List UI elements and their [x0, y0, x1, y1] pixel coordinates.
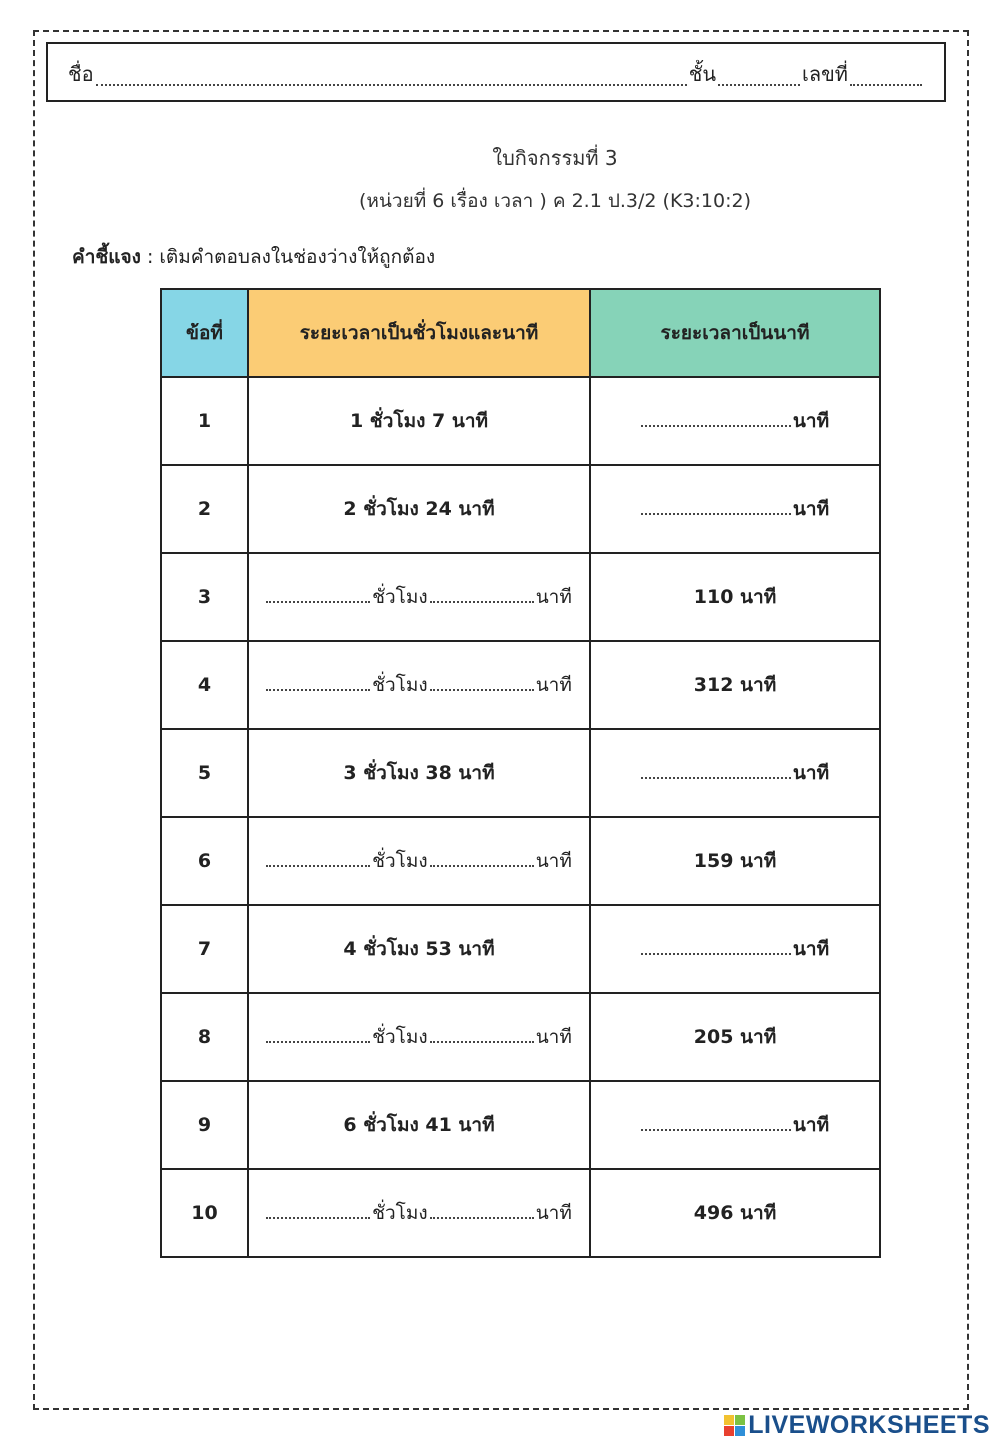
- table-row: [161, 1081, 880, 1169]
- row-number: 8: [161, 993, 248, 1081]
- minutes-blank[interactable]: [430, 583, 534, 603]
- table-row: [161, 377, 880, 465]
- minute-unit-label: นาที: [792, 938, 830, 960]
- table-row: [161, 1169, 880, 1257]
- hours-blank[interactable]: [266, 583, 370, 603]
- instruction: [72, 242, 435, 272]
- liveworksheets-logo-icon: [724, 1415, 745, 1436]
- row-number: 4: [161, 641, 248, 729]
- header-minutes: ระยะเวลาเป็นนาที: [590, 289, 880, 377]
- student-info-box: [46, 42, 946, 102]
- hour-unit-label: ชั่วโมง: [372, 674, 428, 696]
- minutes-blank[interactable]: [430, 1023, 534, 1043]
- hours-minutes-answer-cell: [248, 993, 590, 1081]
- total-minutes-blank[interactable]: [641, 407, 791, 427]
- minutes-blank[interactable]: [430, 1199, 534, 1219]
- number-label: เลขที่: [802, 62, 848, 86]
- minutes-answer-cell: [590, 905, 880, 993]
- minute-unit-label: นาที: [535, 1026, 572, 1048]
- minute-unit-label: นาที: [792, 1114, 830, 1136]
- hours-minutes-value: 1 ชั่วโมง 7 นาที: [248, 377, 590, 465]
- number-blank[interactable]: [850, 66, 922, 86]
- header-hours-minutes: ระยะเวลาเป็นชั่วโมงและนาที: [248, 289, 590, 377]
- minute-unit-label: นาที: [535, 1202, 572, 1224]
- minutes-value: 312 นาที: [590, 641, 880, 729]
- table-row: [161, 729, 880, 817]
- table-row: [161, 465, 880, 553]
- row-number: 7: [161, 905, 248, 993]
- total-minutes-blank[interactable]: [641, 1111, 791, 1131]
- minutes-value: 205 นาที: [590, 993, 880, 1081]
- table-row: [161, 817, 880, 905]
- minutes-blank[interactable]: [430, 671, 534, 691]
- table-row: [161, 641, 880, 729]
- worksheet-subtitle: (หน่วยที่ 6 เรื่อง เวลา ) ค 2.1 ป.3/2 (K3:10:2): [359, 190, 751, 212]
- watermark-text: LIVEWORKSHEETS: [748, 1411, 990, 1439]
- minutes-value: 159 นาที: [590, 817, 880, 905]
- row-number: 2: [161, 465, 248, 553]
- hour-unit-label: ชั่วโมง: [372, 1026, 428, 1048]
- minutes-answer-cell: [590, 377, 880, 465]
- minutes-value: 110 นาที: [590, 553, 880, 641]
- worksheet-title: ใบกิจกรรมที่ 3: [492, 146, 618, 170]
- hour-unit-label: ชั่วโมง: [372, 1202, 428, 1224]
- minutes-answer-cell: [590, 729, 880, 817]
- hours-minutes-value: 6 ชั่วโมง 41 นาที: [248, 1081, 590, 1169]
- answer-table: [160, 288, 881, 1258]
- minutes-value: 496 นาที: [590, 1169, 880, 1257]
- class-label: ชั้น: [688, 62, 717, 86]
- row-number: 10: [161, 1169, 248, 1257]
- minute-unit-label: นาที: [535, 850, 572, 872]
- header-item-number: ข้อที่: [161, 289, 248, 377]
- class-blank[interactable]: [718, 66, 800, 86]
- table-header-row: [161, 289, 880, 377]
- minute-unit-label: นาที: [792, 498, 830, 520]
- minute-unit-label: นาที: [535, 586, 572, 608]
- table-row: [161, 993, 880, 1081]
- hours-minutes-answer-cell: [248, 641, 590, 729]
- minutes-answer-cell: [590, 1081, 880, 1169]
- row-number: 5: [161, 729, 248, 817]
- hours-blank[interactable]: [266, 1023, 370, 1043]
- minute-unit-label: นาที: [792, 762, 830, 784]
- total-minutes-blank[interactable]: [641, 495, 791, 515]
- hours-minutes-answer-cell: [248, 817, 590, 905]
- total-minutes-blank[interactable]: [641, 759, 791, 779]
- hours-minutes-value: 3 ชั่วโมง 38 นาที: [248, 729, 590, 817]
- liveworksheets-watermark: [724, 1411, 990, 1440]
- minute-unit-label: นาที: [792, 410, 830, 432]
- row-number: 9: [161, 1081, 248, 1169]
- row-number: 6: [161, 817, 248, 905]
- row-number: 1: [161, 377, 248, 465]
- minutes-answer-cell: [590, 465, 880, 553]
- instruction-label: คำชี้แจง: [72, 246, 141, 268]
- hours-minutes-value: 2 ชั่วโมง 24 นาที: [248, 465, 590, 553]
- table-row: [161, 905, 880, 993]
- table-body: [161, 377, 880, 1257]
- hours-blank[interactable]: [266, 1199, 370, 1219]
- hours-minutes-answer-cell: [248, 553, 590, 641]
- total-minutes-blank[interactable]: [641, 935, 791, 955]
- table-row: [161, 553, 880, 641]
- hours-blank[interactable]: [266, 671, 370, 691]
- instruction-text: : เติมคำตอบลงในช่องว่างให้ถูกต้อง: [140, 246, 436, 268]
- name-blank[interactable]: [96, 66, 687, 86]
- name-label: ชื่อ: [68, 62, 94, 86]
- hours-minutes-answer-cell: [248, 1169, 590, 1257]
- hour-unit-label: ชั่วโมง: [372, 850, 428, 872]
- row-number: 3: [161, 553, 248, 641]
- hours-minutes-value: 4 ชั่วโมง 53 นาที: [248, 905, 590, 993]
- hours-blank[interactable]: [266, 847, 370, 867]
- hour-unit-label: ชั่วโมง: [372, 586, 428, 608]
- minutes-blank[interactable]: [430, 847, 534, 867]
- minute-unit-label: นาที: [535, 674, 572, 696]
